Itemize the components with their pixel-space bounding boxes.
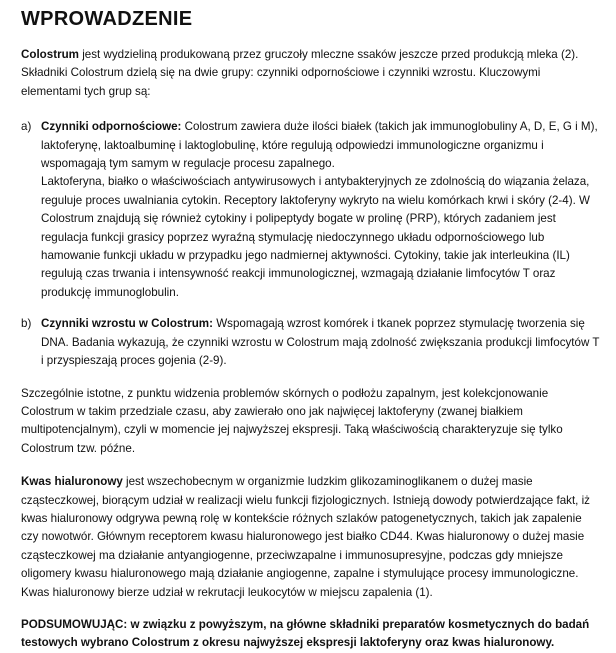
intro-term: Colostrum: [21, 48, 79, 61]
list-marker-b: b): [21, 317, 32, 331]
skin-problems-paragraph: Szczególnie istotne, z punktu widzenia problemów skórnych o podłożu zapalnym, jest kolekcjonowanie Colostrum w takim przedziale czasu, aby zawierało ono jak najwięcej laktoferyny (zwanej białkiem multipotencjalnym), czyli w momencie jej najwyższej ekspresji. Taką właściwością charakteryzuje się tylko Colostrum tzw. późne.: [21, 386, 563, 455]
hyaluronic-acid-term: Kwas hialuronowy: [21, 475, 123, 489]
hyaluronic-acid-paragraph: [21, 473, 602, 602]
intro-text: jest wydzieliną produkowaną przez gruczoły mleczne ssaków jeszcze przed produkcją mleka (2). Składniki Colostrum dzielą się na dwie grupy: czynniki odpornościowe i czynniki wzrostu. Kluczowymi elementami tych grup są:: [21, 48, 579, 98]
list-item-growth-factors: [21, 315, 602, 370]
immune-factors-heading: Czynniki odpornościowe:: [41, 120, 182, 134]
growth-factors-text: Wspomagają wzrost komórek i tkanek poprzez stymulację tworzenia się DNA. Badania wykazują, że czynniki wzrostu w Colostrum mają zdolność zwiększania produkcji limfocytów T i przyspieszają proces gojenia (2-9).: [41, 317, 600, 368]
summary-paragraph: PODSUMOWUJĄC: w związku z powyższym, na główne składniki preparatów kosmetycznych do badań testowych wybrano Colostrum z okresu najwyższej ekspresji laktoferyny oraz kwas hialuronowy.: [21, 617, 590, 650]
intro-paragraph: [21, 46, 602, 101]
lactoferrin-paragraph: Laktoferyna, białko o właściwościach antywirusowych i antybakteryjnych ze zdolnością do wiązania żelaza, reguluje proces uwalniania cytokin. Receptory laktoferyny wykryto na wielu komórkach krwi i skóry (2-4). W Colostrum znajdują się również cytokiny i polipeptydy bogate w prolinę (PRP), których zadaniem jest regulacja funkcji grasicy poprzez wyraźną stymulację niedoczynnego układu odpornościowego lub hamowanie funkcji układu w przypadku jego nadmiernej aktywności. Cytokiny, takie jak interleukina (IL) regulują czas trwania i intensywność reakcji immunologicznej, wzmagają działanie limfocytów T oraz produkcję immunoglobulin.: [41, 175, 590, 299]
list-item-immune-factors: [21, 118, 602, 302]
list-marker-a: a): [21, 120, 32, 134]
immune-factors-paragraph: [41, 118, 602, 173]
hyaluronic-acid-text: jest wszechobecnym w organizmie ludzkim glikozaminoglikanem o dużej masie cząsteczkowej, biorącym udział w realizacji wielu funkcji fizjologicznych. Istnieją dowody potwierdzające fakt, iż kwas hialuronowy odgrywa pewną rolę w kontekście różnych szlaków patogenetycznych, takich jak zapalenie czy nowotwór. Głównym receptorem kwasu hialuronowego jest białko CD44. Kwas hialuronowy o dużej masie cząsteczkowej ma działanie antyangiogenne, przeciwzapalne i immunosupresyjne, podczas gdy mniejsze oligomery kwasu hialuronowego mają działanie angiogenne, zapalne i stymulujące procesy immunologiczne. Kwas hialuronowy bierze udział w rekrutacji leukocytów w miejscu zapalenia (1).: [21, 475, 590, 599]
growth-factors-paragraph: [41, 315, 602, 370]
immune-factors-text: Colostrum zawiera duże ilości białek (takich jak immunoglobuliny A, D, E, G i M), laktoferynę, laktoalbuminę i laktoglobulinę, które regulują odpowiedzi immunologiczne organizmu i wspomagają tym samym w regulacje procesu zapalnego.: [41, 120, 598, 171]
growth-factors-heading: Czynniki wzrostu w Colostrum:: [41, 317, 213, 331]
page-title: WPROWADZENIE: [21, 8, 193, 30]
